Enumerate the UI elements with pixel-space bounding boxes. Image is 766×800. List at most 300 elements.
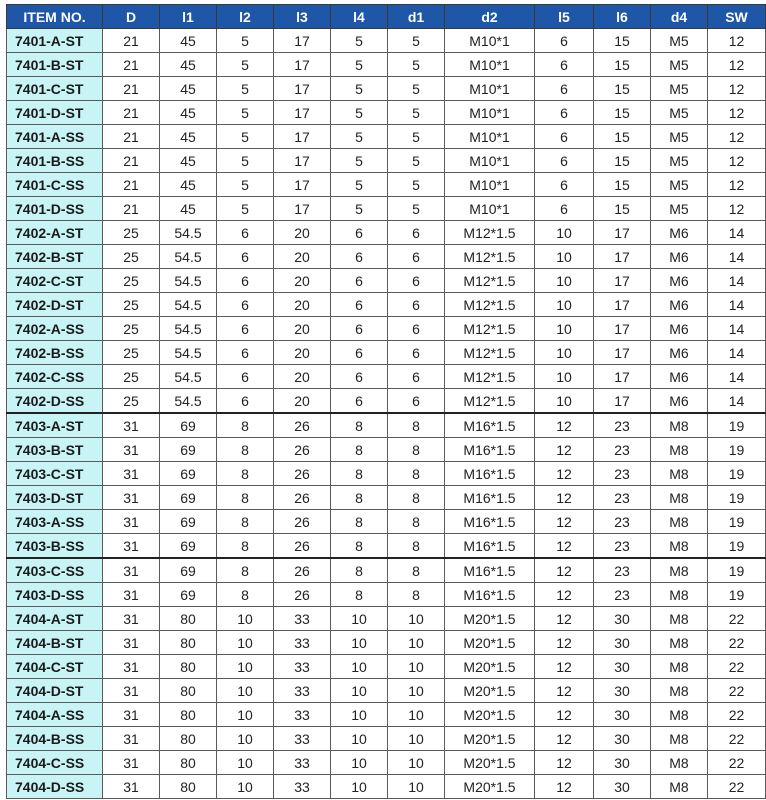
cell-d2: M10*1 xyxy=(445,197,535,221)
cell-sw: 12 xyxy=(708,77,766,101)
cell-l5: 12 xyxy=(535,558,594,583)
cell-d: 25 xyxy=(103,293,160,317)
cell-l4: 5 xyxy=(331,149,388,173)
cell-d2: M16*1.5 xyxy=(445,583,535,607)
cell-d4: M8 xyxy=(651,775,708,799)
cell-sw: 14 xyxy=(708,245,766,269)
cell-l6: 23 xyxy=(594,438,651,462)
cell-d: 31 xyxy=(103,703,160,727)
cell-l6: 17 xyxy=(594,317,651,341)
cell-d1: 10 xyxy=(388,703,445,727)
table-row xyxy=(7,293,766,317)
cell-d4: M6 xyxy=(651,269,708,293)
cell-l6: 15 xyxy=(594,77,651,101)
cell-d1: 8 xyxy=(388,413,445,438)
cell-sw: 12 xyxy=(708,173,766,197)
cell-sw: 12 xyxy=(708,101,766,125)
cell-d: 25 xyxy=(103,317,160,341)
cell-d4: M5 xyxy=(651,101,708,125)
cell-d: 21 xyxy=(103,125,160,149)
item-number-cell: 7403-A-SS xyxy=(7,510,103,534)
cell-d2: M20*1.5 xyxy=(445,727,535,751)
cell-l6: 30 xyxy=(594,727,651,751)
item-number-cell: 7402-B-ST xyxy=(7,245,103,269)
cell-l2: 10 xyxy=(217,703,274,727)
cell-l2: 6 xyxy=(217,341,274,365)
cell-l1: 45 xyxy=(160,173,217,197)
item-number-cell: 7404-B-SS xyxy=(7,727,103,751)
cell-sw: 12 xyxy=(708,149,766,173)
cell-l4: 10 xyxy=(331,775,388,799)
cell-d: 31 xyxy=(103,486,160,510)
cell-d2: M20*1.5 xyxy=(445,631,535,655)
cell-d2: M12*1.5 xyxy=(445,293,535,317)
cell-d4: M8 xyxy=(651,534,708,559)
cell-d4: M5 xyxy=(651,197,708,221)
cell-l6: 30 xyxy=(594,679,651,703)
cell-sw: 19 xyxy=(708,534,766,559)
cell-d1: 6 xyxy=(388,269,445,293)
item-number-cell: 7402-C-SS xyxy=(7,365,103,389)
cell-l4: 10 xyxy=(331,727,388,751)
cell-l1: 69 xyxy=(160,583,217,607)
cell-d4: M6 xyxy=(651,341,708,365)
column-header-l1: l1 xyxy=(160,5,217,29)
cell-sw: 19 xyxy=(708,462,766,486)
cell-l4: 6 xyxy=(331,293,388,317)
item-number-cell: 7401-C-SS xyxy=(7,173,103,197)
cell-l2: 6 xyxy=(217,389,274,414)
cell-l4: 6 xyxy=(331,317,388,341)
item-number-cell: 7403-A-ST xyxy=(7,413,103,438)
table-row xyxy=(7,655,766,679)
table-row xyxy=(7,462,766,486)
cell-sw: 12 xyxy=(708,53,766,77)
cell-d2: M20*1.5 xyxy=(445,655,535,679)
spec-table xyxy=(6,4,766,799)
table-row xyxy=(7,510,766,534)
cell-l2: 6 xyxy=(217,293,274,317)
cell-d1: 8 xyxy=(388,486,445,510)
header-row xyxy=(7,5,766,29)
cell-d: 21 xyxy=(103,101,160,125)
cell-l2: 10 xyxy=(217,679,274,703)
cell-l4: 10 xyxy=(331,679,388,703)
cell-l2: 5 xyxy=(217,53,274,77)
item-number-cell: 7404-C-SS xyxy=(7,751,103,775)
cell-d2: M10*1 xyxy=(445,173,535,197)
cell-l2: 10 xyxy=(217,775,274,799)
cell-d1: 5 xyxy=(388,53,445,77)
cell-l5: 10 xyxy=(535,293,594,317)
cell-l1: 45 xyxy=(160,29,217,53)
cell-l5: 12 xyxy=(535,438,594,462)
cell-l2: 6 xyxy=(217,317,274,341)
cell-d: 31 xyxy=(103,727,160,751)
cell-l5: 12 xyxy=(535,703,594,727)
table-row xyxy=(7,534,766,559)
cell-l4: 5 xyxy=(331,125,388,149)
cell-d2: M10*1 xyxy=(445,125,535,149)
cell-l3: 26 xyxy=(274,413,331,438)
cell-l4: 6 xyxy=(331,341,388,365)
cell-d2: M12*1.5 xyxy=(445,341,535,365)
item-number-cell: 7404-A-SS xyxy=(7,703,103,727)
cell-d1: 10 xyxy=(388,607,445,631)
cell-l6: 15 xyxy=(594,197,651,221)
item-number-cell: 7404-A-ST xyxy=(7,607,103,631)
item-number-cell: 7402-D-ST xyxy=(7,293,103,317)
cell-d4: M8 xyxy=(651,727,708,751)
table-row xyxy=(7,341,766,365)
cell-d2: M10*1 xyxy=(445,77,535,101)
table-row xyxy=(7,727,766,751)
cell-l1: 54.5 xyxy=(160,293,217,317)
cell-l5: 6 xyxy=(535,149,594,173)
cell-l2: 8 xyxy=(217,534,274,559)
cell-l6: 17 xyxy=(594,221,651,245)
cell-l4: 5 xyxy=(331,197,388,221)
cell-d2: M12*1.5 xyxy=(445,389,535,414)
cell-d4: M5 xyxy=(651,29,708,53)
cell-l3: 26 xyxy=(274,438,331,462)
cell-l5: 12 xyxy=(535,631,594,655)
column-header-l2: l2 xyxy=(217,5,274,29)
cell-l1: 69 xyxy=(160,438,217,462)
cell-d: 21 xyxy=(103,53,160,77)
cell-d4: M5 xyxy=(651,53,708,77)
cell-d1: 5 xyxy=(388,125,445,149)
cell-l6: 17 xyxy=(594,269,651,293)
cell-d1: 6 xyxy=(388,341,445,365)
cell-d4: M5 xyxy=(651,77,708,101)
cell-l6: 30 xyxy=(594,655,651,679)
table-row xyxy=(7,77,766,101)
cell-l5: 6 xyxy=(535,101,594,125)
item-number-cell: 7403-C-SS xyxy=(7,558,103,583)
cell-l6: 15 xyxy=(594,149,651,173)
item-number-cell: 7403-B-SS xyxy=(7,534,103,559)
cell-d1: 8 xyxy=(388,534,445,559)
cell-d4: M8 xyxy=(651,679,708,703)
cell-l5: 12 xyxy=(535,583,594,607)
cell-d2: M16*1.5 xyxy=(445,558,535,583)
cell-l3: 26 xyxy=(274,462,331,486)
table-row xyxy=(7,317,766,341)
cell-l3: 20 xyxy=(274,317,331,341)
cell-l1: 69 xyxy=(160,486,217,510)
cell-l5: 12 xyxy=(535,486,594,510)
cell-l5: 12 xyxy=(535,534,594,559)
cell-l4: 6 xyxy=(331,245,388,269)
cell-l5: 10 xyxy=(535,221,594,245)
table-row xyxy=(7,365,766,389)
cell-d4: M6 xyxy=(651,365,708,389)
cell-d1: 8 xyxy=(388,462,445,486)
cell-l3: 33 xyxy=(274,751,331,775)
item-number-cell: 7404-B-ST xyxy=(7,631,103,655)
cell-d: 31 xyxy=(103,679,160,703)
cell-l4: 8 xyxy=(331,583,388,607)
cell-l5: 12 xyxy=(535,655,594,679)
table-row xyxy=(7,413,766,438)
cell-l2: 5 xyxy=(217,173,274,197)
cell-d4: M8 xyxy=(651,631,708,655)
item-number-cell: 7403-D-ST xyxy=(7,486,103,510)
cell-l5: 10 xyxy=(535,317,594,341)
column-header-d2: d2 xyxy=(445,5,535,29)
cell-l6: 23 xyxy=(594,486,651,510)
table-row xyxy=(7,53,766,77)
cell-d2: M10*1 xyxy=(445,149,535,173)
cell-sw: 22 xyxy=(708,775,766,799)
cell-d4: M6 xyxy=(651,389,708,414)
table-row xyxy=(7,221,766,245)
cell-l3: 20 xyxy=(274,389,331,414)
cell-d2: M20*1.5 xyxy=(445,751,535,775)
cell-d: 31 xyxy=(103,655,160,679)
column-header-l3: l3 xyxy=(274,5,331,29)
item-number-cell: 7402-C-ST xyxy=(7,269,103,293)
cell-d: 31 xyxy=(103,462,160,486)
cell-d2: M16*1.5 xyxy=(445,534,535,559)
cell-d1: 6 xyxy=(388,317,445,341)
cell-l5: 6 xyxy=(535,125,594,149)
cell-l2: 10 xyxy=(217,751,274,775)
cell-d: 25 xyxy=(103,389,160,414)
cell-l3: 26 xyxy=(274,558,331,583)
cell-l6: 30 xyxy=(594,607,651,631)
cell-l3: 26 xyxy=(274,510,331,534)
table-row xyxy=(7,438,766,462)
cell-d: 31 xyxy=(103,558,160,583)
cell-l3: 33 xyxy=(274,727,331,751)
cell-l1: 45 xyxy=(160,77,217,101)
cell-d4: M8 xyxy=(651,583,708,607)
cell-l1: 54.5 xyxy=(160,341,217,365)
table-row xyxy=(7,631,766,655)
cell-l5: 6 xyxy=(535,173,594,197)
cell-d2: M12*1.5 xyxy=(445,221,535,245)
cell-l4: 5 xyxy=(331,29,388,53)
cell-d: 31 xyxy=(103,510,160,534)
cell-d4: M6 xyxy=(651,293,708,317)
cell-d4: M8 xyxy=(651,655,708,679)
cell-l1: 54.5 xyxy=(160,221,217,245)
cell-l6: 23 xyxy=(594,558,651,583)
cell-l4: 8 xyxy=(331,558,388,583)
cell-l3: 20 xyxy=(274,341,331,365)
cell-sw: 14 xyxy=(708,389,766,414)
cell-l2: 10 xyxy=(217,655,274,679)
cell-l3: 33 xyxy=(274,679,331,703)
cell-d2: M12*1.5 xyxy=(445,317,535,341)
cell-l3: 17 xyxy=(274,197,331,221)
table-row xyxy=(7,389,766,414)
cell-l4: 10 xyxy=(331,703,388,727)
cell-l6: 30 xyxy=(594,631,651,655)
cell-d1: 5 xyxy=(388,29,445,53)
cell-l5: 12 xyxy=(535,510,594,534)
item-number-cell: 7404-D-ST xyxy=(7,679,103,703)
table-row xyxy=(7,679,766,703)
cell-d4: M5 xyxy=(651,173,708,197)
cell-l2: 10 xyxy=(217,727,274,751)
cell-l6: 17 xyxy=(594,293,651,317)
cell-d4: M8 xyxy=(651,751,708,775)
cell-l3: 20 xyxy=(274,221,331,245)
cell-l2: 10 xyxy=(217,631,274,655)
cell-sw: 22 xyxy=(708,751,766,775)
cell-l6: 15 xyxy=(594,29,651,53)
cell-d2: M16*1.5 xyxy=(445,510,535,534)
cell-l3: 20 xyxy=(274,365,331,389)
cell-d: 25 xyxy=(103,341,160,365)
cell-l4: 6 xyxy=(331,365,388,389)
cell-sw: 14 xyxy=(708,341,766,365)
cell-sw: 22 xyxy=(708,631,766,655)
cell-l6: 15 xyxy=(594,101,651,125)
column-header-item-no: ITEM NO. xyxy=(7,5,103,29)
cell-d2: M10*1 xyxy=(445,29,535,53)
cell-l3: 17 xyxy=(274,77,331,101)
cell-l6: 15 xyxy=(594,53,651,77)
cell-d2: M16*1.5 xyxy=(445,438,535,462)
cell-d: 31 xyxy=(103,438,160,462)
cell-d1: 6 xyxy=(388,293,445,317)
cell-sw: 22 xyxy=(708,607,766,631)
cell-l1: 54.5 xyxy=(160,389,217,414)
cell-l3: 17 xyxy=(274,125,331,149)
cell-d4: M8 xyxy=(651,413,708,438)
cell-l2: 5 xyxy=(217,197,274,221)
cell-d4: M5 xyxy=(651,149,708,173)
cell-d4: M8 xyxy=(651,558,708,583)
cell-sw: 22 xyxy=(708,679,766,703)
cell-l1: 80 xyxy=(160,703,217,727)
cell-l3: 17 xyxy=(274,173,331,197)
cell-l4: 8 xyxy=(331,413,388,438)
cell-l6: 17 xyxy=(594,341,651,365)
cell-l2: 8 xyxy=(217,486,274,510)
cell-l1: 69 xyxy=(160,462,217,486)
cell-d1: 8 xyxy=(388,583,445,607)
cell-l5: 10 xyxy=(535,269,594,293)
table-body xyxy=(7,29,766,799)
item-number-cell: 7404-C-ST xyxy=(7,655,103,679)
cell-l1: 80 xyxy=(160,751,217,775)
table-row xyxy=(7,703,766,727)
cell-d4: M8 xyxy=(651,462,708,486)
cell-l5: 6 xyxy=(535,197,594,221)
cell-l2: 6 xyxy=(217,269,274,293)
item-number-cell: 7403-C-ST xyxy=(7,462,103,486)
cell-l6: 17 xyxy=(594,245,651,269)
cell-d2: M20*1.5 xyxy=(445,775,535,799)
cell-l5: 12 xyxy=(535,679,594,703)
cell-l1: 69 xyxy=(160,413,217,438)
cell-l5: 6 xyxy=(535,53,594,77)
cell-sw: 14 xyxy=(708,293,766,317)
table-row xyxy=(7,775,766,799)
cell-l5: 12 xyxy=(535,775,594,799)
cell-d4: M8 xyxy=(651,438,708,462)
cell-l6: 30 xyxy=(594,751,651,775)
table-row xyxy=(7,269,766,293)
item-number-cell: 7404-D-SS xyxy=(7,775,103,799)
cell-l4: 10 xyxy=(331,655,388,679)
item-number-cell: 7401-B-ST xyxy=(7,53,103,77)
cell-l6: 15 xyxy=(594,173,651,197)
column-header-l5: l5 xyxy=(535,5,594,29)
cell-d2: M12*1.5 xyxy=(445,269,535,293)
cell-l4: 5 xyxy=(331,101,388,125)
cell-d: 31 xyxy=(103,775,160,799)
cell-sw: 22 xyxy=(708,727,766,751)
cell-l3: 17 xyxy=(274,29,331,53)
cell-l5: 12 xyxy=(535,462,594,486)
cell-l1: 45 xyxy=(160,125,217,149)
table-row xyxy=(7,607,766,631)
cell-sw: 14 xyxy=(708,317,766,341)
cell-d4: M8 xyxy=(651,486,708,510)
cell-l5: 6 xyxy=(535,77,594,101)
item-number-cell: 7401-D-ST xyxy=(7,101,103,125)
cell-d4: M6 xyxy=(651,317,708,341)
cell-d2: M20*1.5 xyxy=(445,607,535,631)
item-number-cell: 7402-A-SS xyxy=(7,317,103,341)
cell-d2: M20*1.5 xyxy=(445,679,535,703)
cell-d1: 6 xyxy=(388,389,445,414)
cell-d: 21 xyxy=(103,77,160,101)
table-row xyxy=(7,583,766,607)
column-header-l4: l4 xyxy=(331,5,388,29)
cell-d4: M5 xyxy=(651,125,708,149)
cell-sw: 14 xyxy=(708,365,766,389)
cell-l6: 30 xyxy=(594,775,651,799)
cell-d: 25 xyxy=(103,221,160,245)
cell-l4: 8 xyxy=(331,510,388,534)
cell-d1: 6 xyxy=(388,365,445,389)
cell-l6: 23 xyxy=(594,510,651,534)
cell-l2: 5 xyxy=(217,125,274,149)
cell-l6: 15 xyxy=(594,125,651,149)
cell-l3: 26 xyxy=(274,534,331,559)
cell-l3: 33 xyxy=(274,703,331,727)
cell-l3: 17 xyxy=(274,53,331,77)
cell-l5: 10 xyxy=(535,245,594,269)
cell-d: 25 xyxy=(103,365,160,389)
cell-l5: 6 xyxy=(535,29,594,53)
cell-l4: 6 xyxy=(331,221,388,245)
cell-d1: 5 xyxy=(388,197,445,221)
cell-sw: 12 xyxy=(708,29,766,53)
cell-l1: 69 xyxy=(160,558,217,583)
cell-l2: 8 xyxy=(217,583,274,607)
cell-d1: 8 xyxy=(388,558,445,583)
cell-l1: 45 xyxy=(160,149,217,173)
table-row xyxy=(7,197,766,221)
cell-l1: 45 xyxy=(160,197,217,221)
cell-l3: 20 xyxy=(274,245,331,269)
cell-l2: 5 xyxy=(217,149,274,173)
cell-sw: 19 xyxy=(708,413,766,438)
cell-l2: 8 xyxy=(217,558,274,583)
table-row xyxy=(7,125,766,149)
cell-l6: 23 xyxy=(594,534,651,559)
cell-d: 31 xyxy=(103,607,160,631)
cell-l5: 10 xyxy=(535,365,594,389)
